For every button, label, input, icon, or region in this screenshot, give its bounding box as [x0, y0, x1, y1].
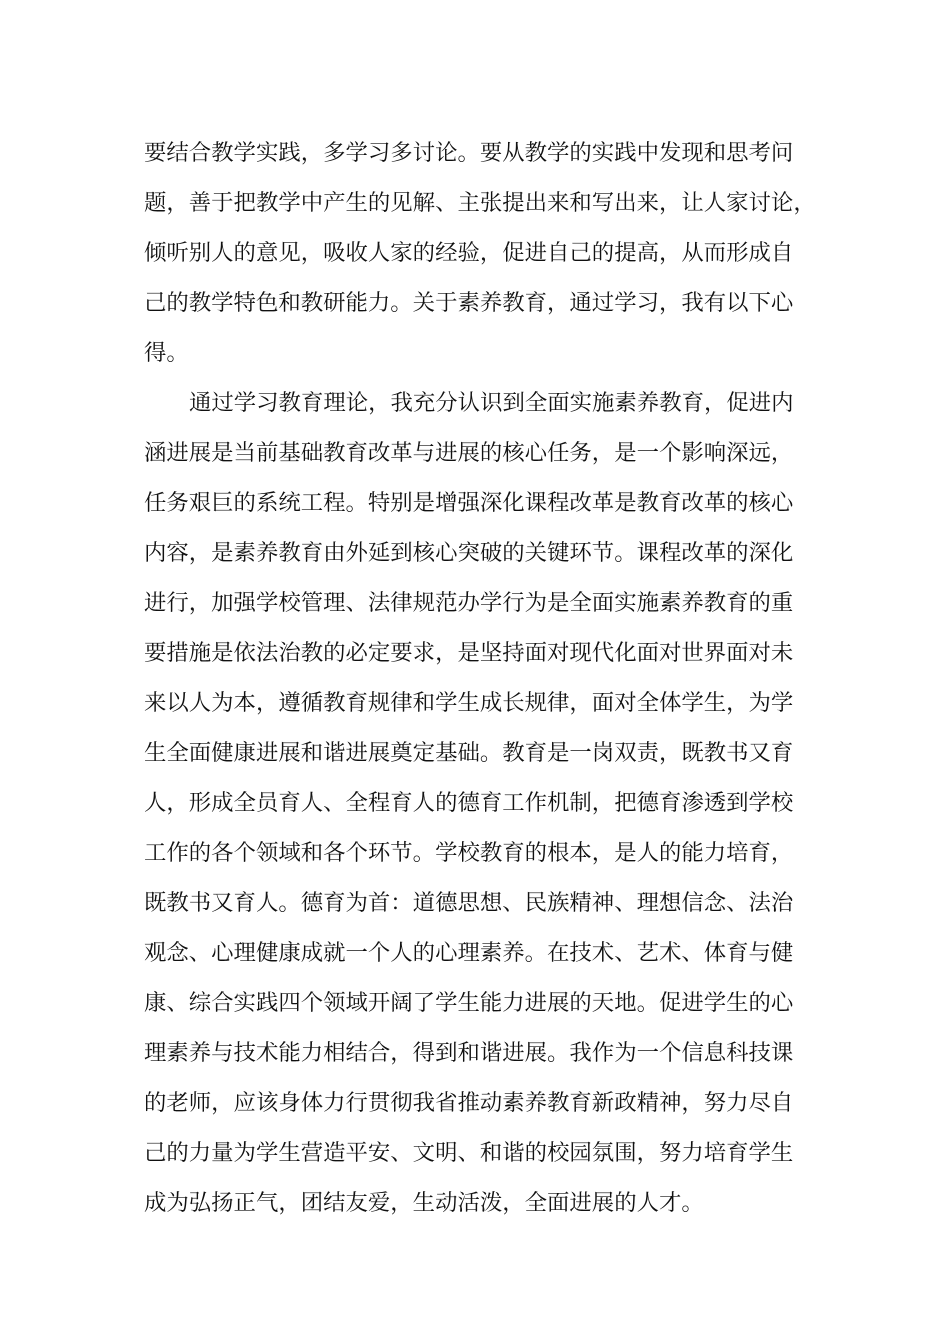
text-line: 要措施是依法治教的必定要求，是坚持面对现代化面对世界面对未 [144, 640, 794, 666]
text-line: 进行，加强学校管理、法律规范办学行为是全面实施素养教育的重 [144, 590, 794, 616]
text-line: 康、综合实践四个领域开阔了学生能力进展的天地。促进学生的心 [144, 990, 794, 1016]
text-line: 来以人为本，遵循教育规律和学生成长规律，面对全体学生，为学 [144, 690, 794, 716]
text-line: 观念、心理健康成就一个人的心理素养。在技术、艺术、体育与健 [144, 940, 794, 966]
text-line: 人，形成全员育人、全程育人的德育工作机制，把德育渗透到学校 [144, 790, 794, 816]
text-line: 任务艰巨的系统工程。特别是增强深化课程改革是教育改革的核心 [144, 490, 794, 516]
text-line: 涵进展是当前基础教育改革与进展的核心任务，是一个影响深远， [144, 440, 794, 466]
text-line: 内容，是素养教育由外延到核心突破的关键环节。课程改革的深化 [144, 540, 794, 566]
text-line: 既教书又育人。德育为首：道德思想、民族精神、理想信念、法治 [144, 890, 794, 916]
text-line: 成为弘扬正气，团结友爱，生动活泼，全面进展的人才。 [144, 1190, 704, 1216]
text-line: 己的力量为学生营造平安、文明、和谐的校园氛围，努力培育学生 [144, 1140, 794, 1166]
text-line: 生全面健康进展和谐进展奠定基础。教育是一岗双责，既教书又育 [144, 740, 794, 766]
text-line: 得。 [144, 340, 189, 366]
text-line: 工作的各个领域和各个环节。学校教育的根本，是人的能力培育， [144, 840, 794, 866]
text-line: 要结合教学实践，多学习多讨论。要从教学的实践中发现和思考问 [144, 140, 794, 166]
text-line: 题，善于把教学中产生的见解、主张提出来和写出来，让人家讨论， [144, 190, 816, 216]
paragraph-first-line: 通过学习教育理论，我充分认识到全面实施素养教育，促进内 [189, 390, 794, 416]
document-body [144, 128, 824, 1228]
text-line: 己的教学特色和教研能力。关于素养教育，通过学习，我有以下心 [144, 290, 794, 316]
text-line: 倾听别人的意见，吸收人家的经验，促进自己的提高，从而形成自 [144, 240, 794, 266]
text-line: 理素养与技术能力相结合，得到和谐进展。我作为一个信息科技课 [144, 1040, 794, 1066]
text-line: 的老师，应该身体力行贯彻我省推动素养教育新政精神，努力尽自 [144, 1090, 794, 1116]
